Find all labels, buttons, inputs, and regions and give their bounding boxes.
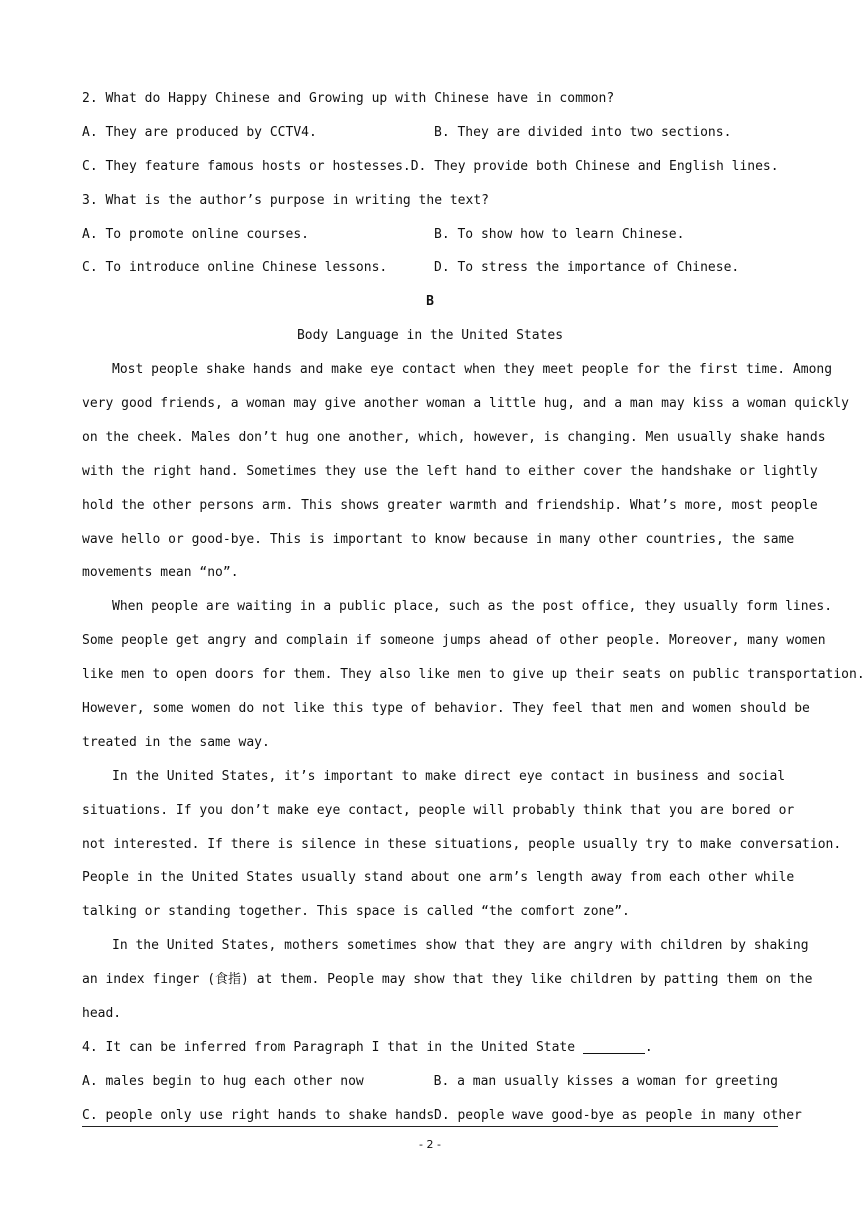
paragraph-line: on the cheek. Males don’t hug one another, which, however, is changing. Men usually shake hands [82, 429, 826, 445]
question-4-stem [82, 1031, 778, 1065]
passage-paragraph-3 [82, 760, 842, 929]
paragraph-line: an index finger (食指) at them. People may show that they like children by patting them on the [82, 972, 813, 988]
option-b[interactable]: B. a man usually kisses a woman for greeting [433, 1073, 778, 1089]
option-d[interactable]: D. They provide both Chinese and English lines. [410, 158, 779, 174]
question-4-stem-end: . [644, 1039, 653, 1055]
footer-divider [82, 1126, 778, 1127]
question-2-stem: 2. What do Happy Chinese and Growing up with Chinese have in common? [82, 91, 615, 106]
paragraph-line: movements mean “no”. [82, 565, 239, 581]
paragraph-line: In the United States, it’s important to make direct eye contact in business and social [112, 768, 786, 784]
paragraph-line: When people are waiting in a public place, such as the post office, they usually form lines. [112, 599, 833, 615]
paragraph-line: In the United States, mothers sometimes show that they are angry with children by shaking [112, 938, 809, 954]
paragraph-line: treated in the same way. [82, 734, 270, 750]
question-4-options-row-1 [82, 1065, 778, 1099]
paragraph-line: People in the United States usually stand about one arm’s length away from each other while [82, 870, 795, 886]
question-2-options-row-2 [82, 150, 778, 184]
option-d[interactable]: D. To stress the importance of Chinese. [434, 260, 740, 276]
option-a[interactable]: A. They are produced by CCTV4. [82, 124, 317, 140]
option-c[interactable]: C. people only use right hands to shake hands [82, 1107, 435, 1123]
question-4-stem-text: 4. It can be inferred from Paragraph I that in the United State [82, 1039, 576, 1055]
option-c[interactable]: C. To introduce online Chinese lessons. [82, 260, 388, 276]
answer-blank[interactable] [583, 1039, 645, 1054]
passage-title: Body Language in the United States [296, 328, 564, 344]
paragraph-line: However, some women do not like this type of behavior. They feel that men and women should be [82, 701, 810, 717]
passage-paragraph-1 [82, 353, 850, 590]
option-b[interactable]: B. To show how to learn Chinese. [434, 226, 685, 242]
question-4-options-row-2 [82, 1099, 802, 1133]
question-2-options-row-1 [82, 116, 778, 150]
paragraph-line: wave hello or good-bye. This is important to know because in many other countries, the same [82, 531, 795, 547]
paragraph-line: talking or standing together. This space is called “the comfort zone”. [82, 904, 630, 920]
page-number: - 2 - [419, 1138, 441, 1151]
passage-paragraph-2 [82, 590, 865, 759]
passage-paragraph-4 [82, 929, 813, 1031]
option-b[interactable]: B. They are divided into two sections. [434, 124, 732, 140]
paragraph-line: Most people shake hands and make eye contact when they meet people for the first time. Among [112, 362, 833, 378]
option-d[interactable]: D. people wave good-bye as people in many other [434, 1107, 802, 1123]
question-3-stem: 3. What is the author’s purpose in writing the text? [82, 192, 489, 208]
paragraph-line: with the right hand. Sometimes they use the left hand to either cover the handshake or lightly [82, 463, 818, 479]
paragraph-line: very good friends, a woman may give another woman a little hug, and a man may kiss a woman quickly [82, 396, 850, 412]
question-3-options-row-2 [82, 251, 778, 285]
paragraph-line: not interested. If there is silence in these situations, people usually try to make conversation. [82, 836, 842, 852]
option-a[interactable]: A. males begin to hug each other now [82, 1073, 364, 1089]
paragraph-line: situations. If you don’t make eye contact, people will probably think that you are bored or [82, 802, 795, 818]
paragraph-line: head. [82, 1006, 122, 1022]
exam-page [82, 82, 865, 1133]
paragraph-line: like men to open doors for them. They also like men to give up their seats on public transportation. [82, 667, 865, 683]
option-c[interactable]: C. They feature famous hosts or hostesses. [82, 158, 411, 174]
section-label: B [426, 294, 434, 310]
paragraph-line: hold the other persons arm. This shows greater warmth and friendship. What’s more, most people [82, 497, 818, 513]
option-a[interactable]: A. To promote online courses. [82, 226, 309, 242]
question-3-options-row-1 [82, 218, 778, 252]
paragraph-line: Some people get angry and complain if someone jumps ahead of other people. Moreover, many women [82, 633, 826, 649]
